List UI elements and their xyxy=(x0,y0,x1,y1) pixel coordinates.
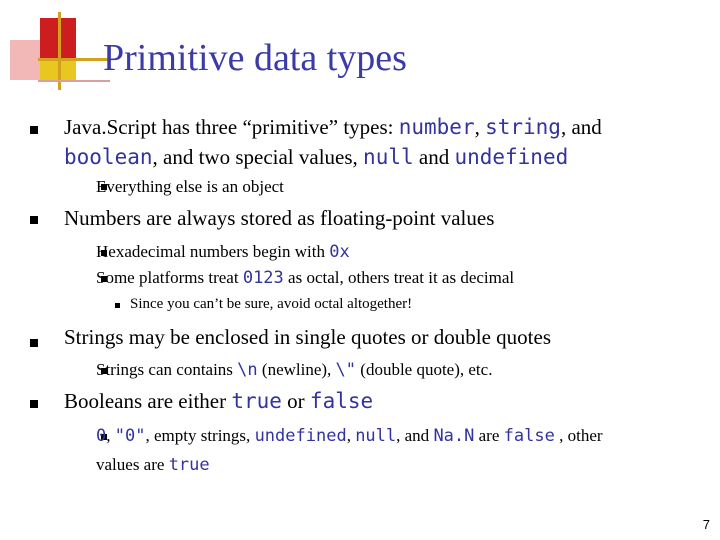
text: , other xyxy=(554,426,603,445)
bullet-marker xyxy=(30,126,38,134)
code-string: string xyxy=(485,115,561,139)
bullet-numbers: Numbers are always stored as floating-point values xyxy=(64,206,495,230)
text: Hexadecimal numbers begin with xyxy=(96,242,330,261)
code-true: true xyxy=(231,389,282,413)
code-undefined: undefined xyxy=(454,145,569,169)
code-zero: 0 xyxy=(96,426,107,446)
bullet-booleans xyxy=(64,389,373,414)
code-boolean: boolean xyxy=(64,145,153,169)
deco-underline xyxy=(38,80,110,82)
code-octal: 0123 xyxy=(242,268,284,288)
bullet-primitive-types xyxy=(64,115,602,140)
code-null: null xyxy=(363,145,414,169)
code-true: true xyxy=(168,455,210,475)
text: , empty strings, xyxy=(145,426,255,445)
text: or xyxy=(281,389,310,413)
text: are xyxy=(474,426,504,445)
bullet-marker xyxy=(30,400,38,408)
code-false: false xyxy=(309,389,374,413)
text: (newline), xyxy=(257,360,336,379)
subbullet-escapes xyxy=(96,360,492,380)
bullet-strings: Strings may be enclosed in single quotes or double quotes xyxy=(64,325,552,349)
text: Some platforms treat xyxy=(96,268,243,287)
bullet-marker xyxy=(30,216,38,224)
text: (double quote), etc. xyxy=(356,360,493,379)
text: , xyxy=(474,115,486,139)
corner-decoration xyxy=(0,0,110,100)
code-zero-string: "0" xyxy=(114,426,146,446)
subbullet-falsy-values xyxy=(96,426,603,446)
code-false: false xyxy=(503,426,555,446)
bullet-marker xyxy=(30,339,38,347)
subbullet-object: Everything else is an object xyxy=(96,177,284,196)
subbullet-hex xyxy=(96,242,350,262)
deco-vertical-line xyxy=(58,12,61,90)
text: Strings can contains xyxy=(96,360,238,379)
code-nan: Na.N xyxy=(433,426,475,446)
deco-horizontal-line xyxy=(38,58,108,61)
code-double-quote: \" xyxy=(335,360,357,380)
text: , xyxy=(346,426,356,445)
subbullet-octal xyxy=(96,268,514,288)
code-null: null xyxy=(355,426,397,446)
text: and xyxy=(413,145,455,169)
bullet-primitive-types-cont xyxy=(64,145,568,170)
text: Booleans are either xyxy=(64,389,232,413)
subsubbullet-avoid-octal: Since you can’t be sure, avoid octal altogether! xyxy=(130,296,413,312)
text: , and xyxy=(560,115,602,139)
subbullet-falsy-values-cont xyxy=(96,455,210,475)
text: , and xyxy=(396,426,434,445)
text: Java.Script has three “primitive” types: xyxy=(64,115,399,139)
text: as octal, others treat it as decimal xyxy=(283,268,515,287)
bullet-marker xyxy=(115,303,120,308)
text: , xyxy=(106,426,115,445)
slide-title: Primitive data types xyxy=(103,37,407,79)
text: values are xyxy=(96,455,169,474)
code-hex-prefix: 0x xyxy=(329,242,350,262)
deco-pink-square xyxy=(10,40,40,80)
code-undefined: undefined xyxy=(254,426,347,446)
code-newline: \n xyxy=(237,360,258,380)
code-number: number xyxy=(398,115,475,139)
text: , and two special values, xyxy=(152,145,364,169)
slide-number: 7 xyxy=(702,517,710,532)
